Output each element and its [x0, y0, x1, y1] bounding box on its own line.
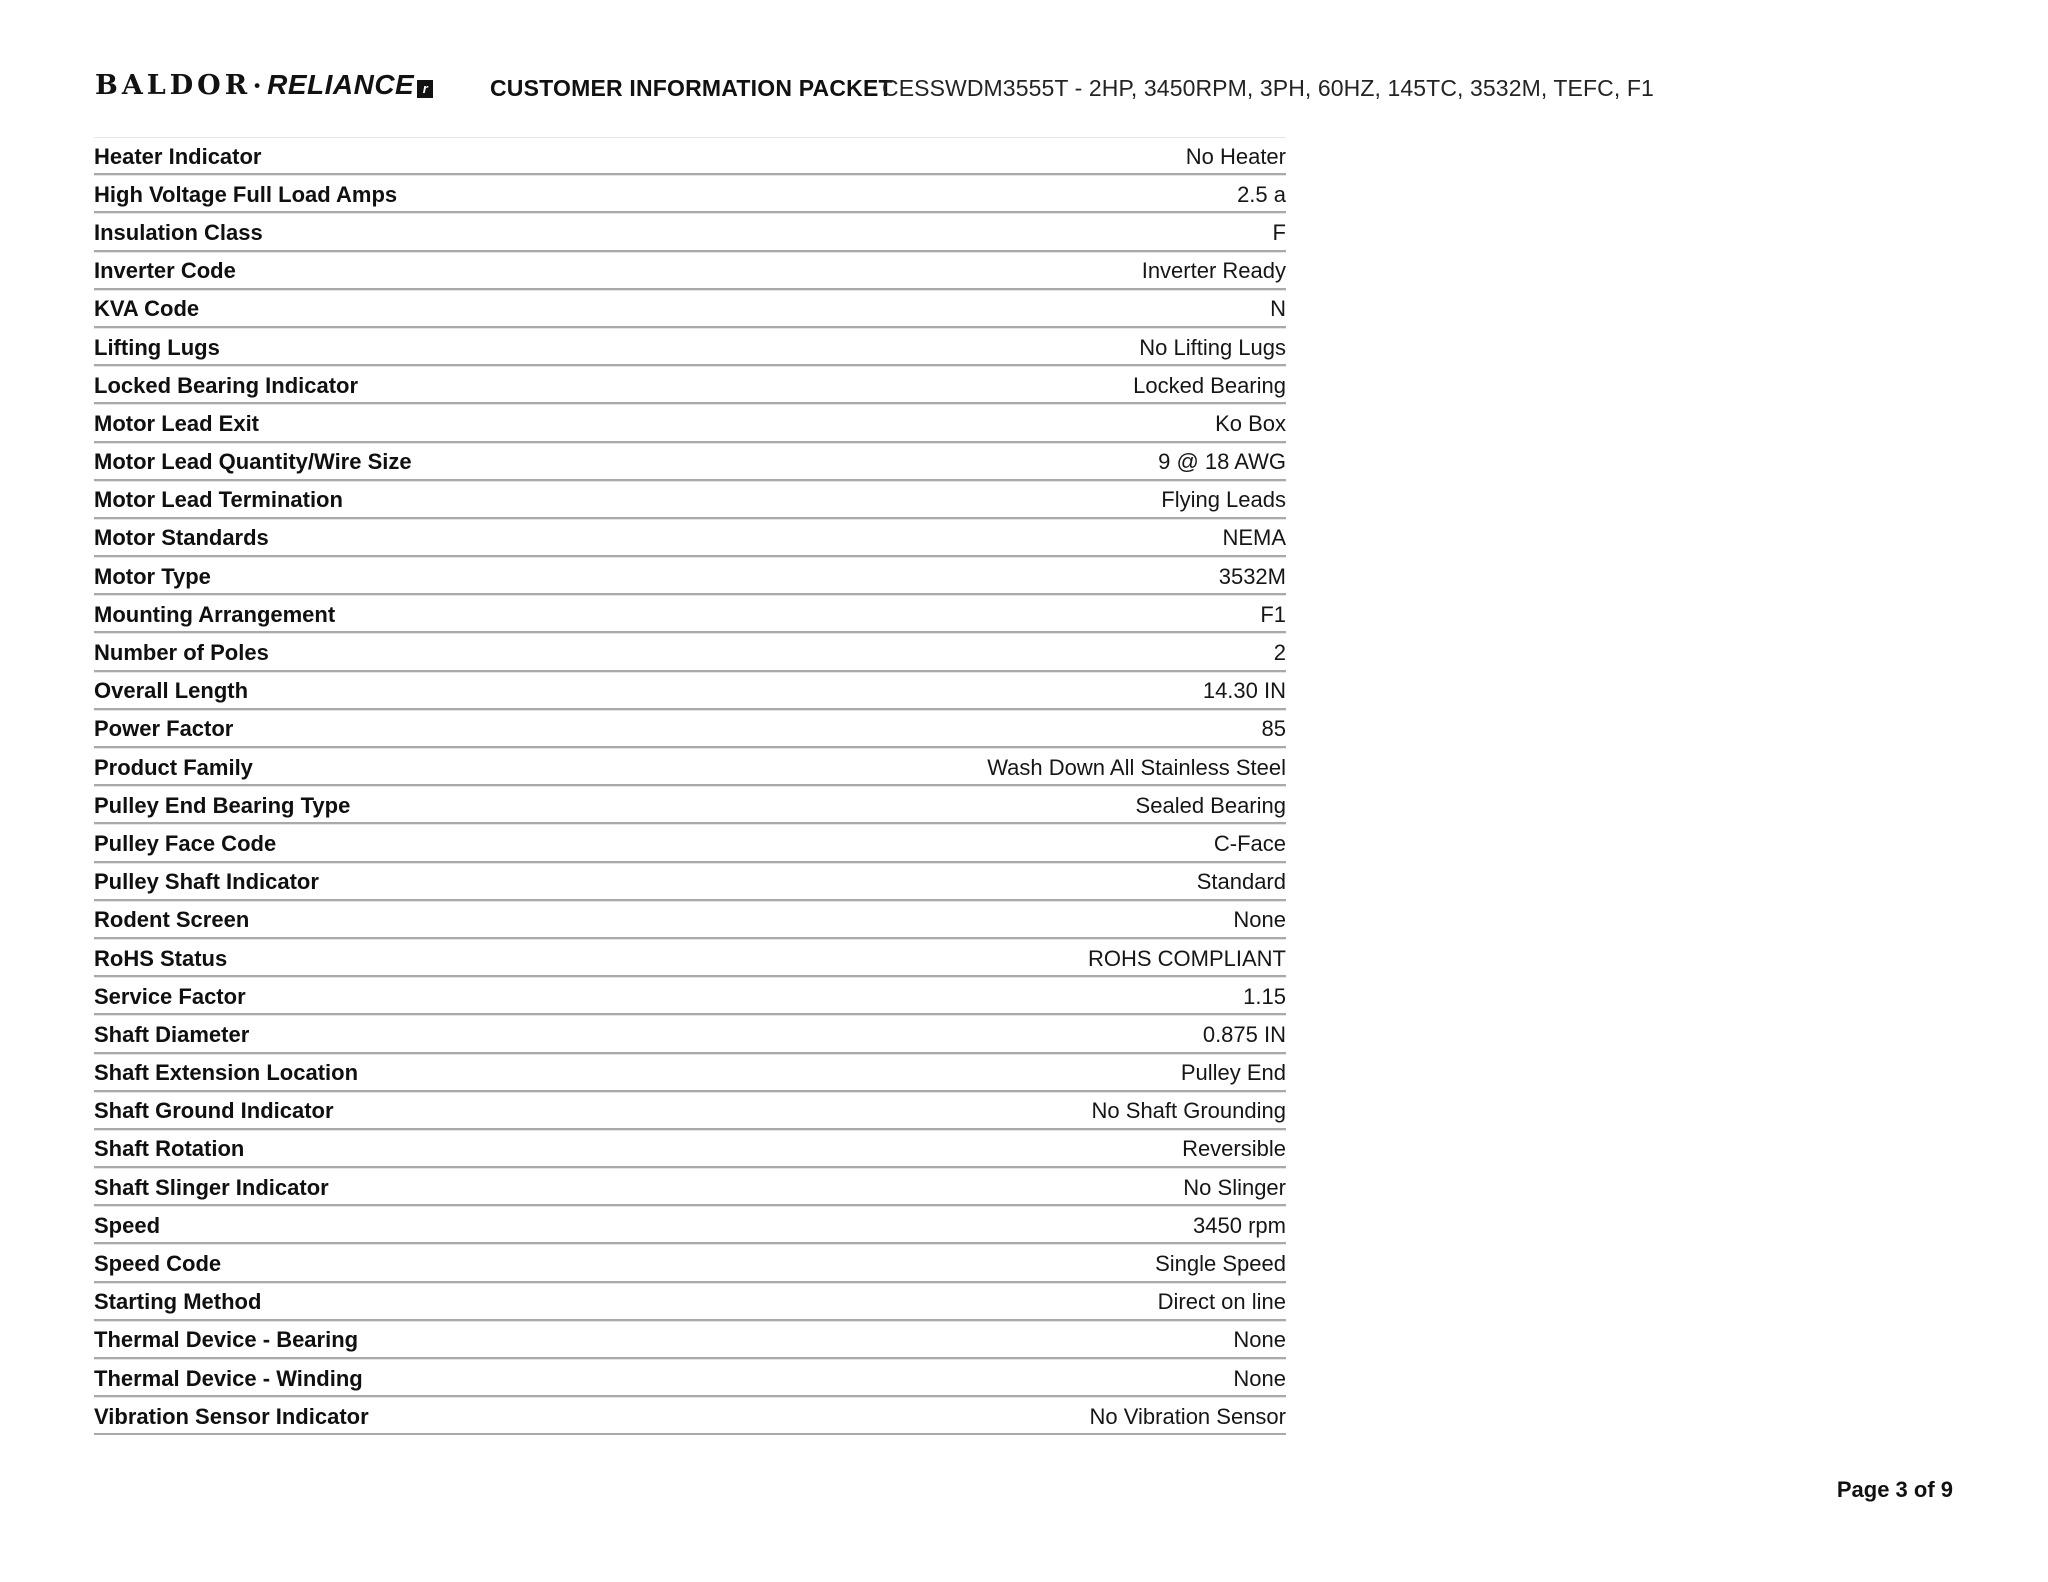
spec-value: 2 — [1273, 640, 1286, 666]
spec-label: Speed — [94, 1212, 161, 1238]
spec-row — [94, 824, 1286, 862]
spec-row — [94, 137, 1286, 175]
spec-label: Thermal Device - Bearing — [94, 1327, 359, 1353]
spec-row — [94, 1092, 1286, 1130]
spec-row — [94, 939, 1286, 977]
spec-label: RoHS Status — [94, 945, 228, 971]
spec-row — [94, 1321, 1286, 1359]
spec-value: NEMA — [1222, 525, 1286, 551]
spec-row — [94, 252, 1286, 290]
spec-value: Direct on line — [1157, 1289, 1286, 1315]
spec-label: Lifting Lugs — [94, 334, 220, 360]
spec-value: N — [1270, 296, 1286, 322]
spec-label: Product Family — [94, 754, 253, 780]
spec-label: Speed Code — [94, 1251, 222, 1277]
spec-row — [94, 175, 1286, 213]
spec-row — [94, 1206, 1286, 1244]
spec-row — [94, 519, 1286, 557]
spec-value: 1.15 — [1243, 983, 1286, 1009]
spec-row — [94, 481, 1286, 519]
spec-label: Inverter Code — [94, 258, 236, 284]
spec-row — [94, 1397, 1286, 1435]
spec-value: 0.875 IN — [1202, 1021, 1286, 1047]
spec-label: Motor Lead Exit — [94, 410, 260, 436]
spec-value: Standard — [1196, 869, 1286, 895]
product-spec-header: CESSWDM3555T - 2HP, 3450RPM, 3PH, 60HZ, 145TC, 3532M, TEFC, F1 — [882, 75, 1654, 101]
spec-label: Shaft Ground Indicator — [94, 1098, 334, 1124]
spec-value: Inverter Ready — [1141, 258, 1286, 284]
spec-value: F — [1272, 219, 1286, 245]
registered-trademark-icon: r — [417, 80, 433, 98]
spec-row — [94, 633, 1286, 671]
spec-label: Number of Poles — [94, 640, 269, 666]
brand-reliance-text: RELIANCE — [267, 69, 415, 100]
page-number: Page 3 of 9 — [1836, 1477, 1953, 1502]
spec-row — [94, 710, 1286, 748]
spec-row — [94, 1244, 1286, 1282]
spec-label: Starting Method — [94, 1289, 262, 1315]
spec-label: Overall Length — [94, 678, 249, 704]
spec-row — [94, 1130, 1286, 1168]
spec-value: No Shaft Grounding — [1091, 1098, 1286, 1124]
spec-value: No Slinger — [1183, 1174, 1286, 1200]
spec-value: 3532M — [1218, 563, 1286, 589]
spec-label: Motor Lead Quantity/Wire Size — [94, 449, 412, 475]
spec-value: Sealed Bearing — [1135, 792, 1286, 818]
spec-label: Shaft Extension Location — [94, 1060, 359, 1086]
spec-value: F1 — [1260, 601, 1286, 627]
spec-row — [94, 786, 1286, 824]
spec-value: Wash Down All Stainless Steel — [987, 754, 1286, 780]
spec-row — [94, 595, 1286, 633]
spec-row — [94, 901, 1286, 939]
spec-label: Heater Indicator — [94, 143, 262, 169]
spec-value: 85 — [1261, 716, 1286, 742]
spec-value: C-Face — [1213, 830, 1286, 856]
spec-value: 14.30 IN — [1202, 678, 1286, 704]
spec-value: Ko Box — [1215, 410, 1286, 436]
spec-row — [94, 366, 1286, 404]
spec-value: 9 @ 18 AWG — [1158, 449, 1286, 475]
spec-value: No Vibration Sensor — [1089, 1403, 1286, 1429]
spec-label: Locked Bearing Indicator — [94, 372, 359, 398]
brand-separator-dot: • — [254, 76, 261, 95]
spec-value: ROHS COMPLIANT — [1087, 945, 1286, 971]
spec-label: KVA Code — [94, 296, 200, 322]
spec-row — [94, 557, 1286, 595]
spec-row — [94, 672, 1286, 710]
spec-row — [94, 328, 1286, 366]
document-title: CUSTOMER INFORMATION PACKET — [490, 75, 893, 101]
spec-label: Shaft Slinger Indicator — [94, 1174, 329, 1200]
spec-row — [94, 404, 1286, 442]
spec-label: High Voltage Full Load Amps — [94, 181, 398, 207]
spec-value: Reversible — [1182, 1136, 1286, 1162]
spec-value: No Lifting Lugs — [1139, 334, 1286, 360]
spec-label: Pulley Face Code — [94, 830, 277, 856]
spec-value: No Heater — [1185, 143, 1286, 169]
spec-row — [94, 977, 1286, 1015]
page-header — [0, 0, 2048, 125]
spec-value: Single Speed — [1155, 1251, 1286, 1277]
spec-value: None — [1233, 1365, 1286, 1391]
spec-label: Thermal Device - Winding — [94, 1365, 363, 1391]
spec-label: Pulley End Bearing Type — [94, 792, 351, 818]
spec-row — [94, 863, 1286, 901]
spec-row — [94, 290, 1286, 328]
spec-row — [94, 213, 1286, 251]
spec-value: None — [1233, 1327, 1286, 1353]
spec-row — [94, 1359, 1286, 1397]
spec-value: Pulley End — [1180, 1060, 1286, 1086]
spec-value: 3450 rpm — [1193, 1212, 1286, 1238]
spec-label: Insulation Class — [94, 219, 263, 245]
spec-row — [94, 443, 1286, 481]
spec-row — [94, 1168, 1286, 1206]
spec-row — [94, 748, 1286, 786]
spec-row — [94, 1054, 1286, 1092]
spec-label: Mounting Arrangement — [94, 601, 336, 627]
spec-label: Motor Standards — [94, 525, 269, 551]
spec-label: Service Factor — [94, 983, 246, 1009]
spec-value: Locked Bearing — [1133, 372, 1286, 398]
spec-label: Power Factor — [94, 716, 234, 742]
spec-row — [94, 1283, 1286, 1321]
spec-value: 2.5 a — [1237, 181, 1286, 207]
brand-baldor-text: BALDOR — [95, 70, 252, 101]
spec-label: Shaft Rotation — [94, 1136, 245, 1162]
spec-label: Motor Type — [94, 563, 211, 589]
spec-value: Flying Leads — [1161, 487, 1286, 513]
spec-table — [94, 137, 1286, 1435]
spec-label: Vibration Sensor Indicator — [94, 1403, 369, 1429]
brand-logo — [95, 71, 433, 99]
spec-value: None — [1233, 907, 1286, 933]
spec-label: Rodent Screen — [94, 907, 250, 933]
spec-label: Pulley Shaft Indicator — [94, 869, 319, 895]
spec-label: Shaft Diameter — [94, 1021, 250, 1047]
spec-row — [94, 1015, 1286, 1053]
spec-label: Motor Lead Termination — [94, 487, 343, 513]
